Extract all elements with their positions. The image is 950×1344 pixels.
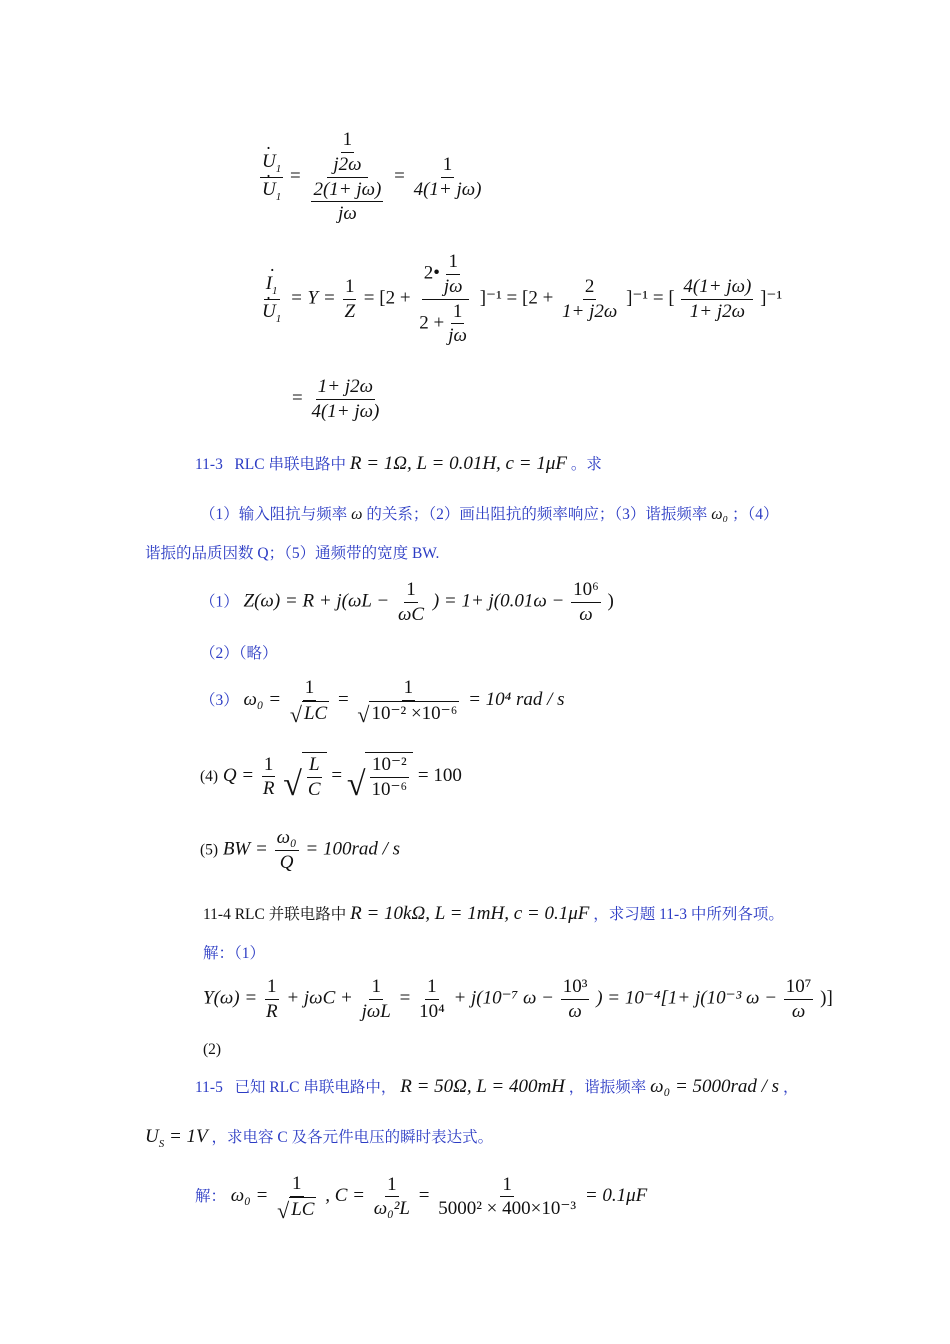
problem-11-4: 11-4 RLC 并联电路中 R = 10kΩ, L = 1mH, c = 0.1μF ，求习题 11-3 中所列各项。 [203, 903, 784, 924]
solution-11-4-part2: (2) [203, 1041, 222, 1058]
equation-admittance: · $I_1$ · $U_1$ = Y = $\frac{1}{Z}$ = [2 + 2• $\frac{1}{j\omega}$ 2 + $\frac{1}{j\omega}$ ]⁻¹ = [2 + $\frac{2}{1+ j2\omega}$ ]⁻¹ = [ $\frac{4(1+ j\omega)}{1+ j2\omega}$ ]⁻¹ [258, 250, 782, 348]
problem-11-5-line2: $U_S = 1V$ ，求电容 C 及各元件电压的瞬时表达式。 [145, 1126, 494, 1150]
solution-11-4-label: 解：（1） [203, 945, 266, 962]
lhs-fraction: · $U_1$ · $U_1$ [260, 150, 283, 205]
solution-11-4-admittance: Y(ω) = $\frac{1}{R}$ + jωC + $\frac{1}{\text{jωL}}$ = $\frac{1}{\text{10⁴}}$ + j(10⁻⁷ ω − $\frac{\text{10³}}{\omega}$ ) = 10⁻⁴[1+ j(10⁻³ ω − $\frac{\text{10⁷}}{\omega}$ )] [203, 976, 833, 1022]
compound-fraction: $\frac{\frac{1}{j2\omega}}{\frac{2(1+ j\omega)}{j\omega}}$ [313, 129, 382, 225]
solution-11-3-part2: （2）（略） [200, 645, 278, 662]
problem-11-5: 11-5 已知 RLC 串联电路中， R = 50Ω, L = 400mH ，谐振频率 ω₀ = 5000rad / s ， [195, 1076, 799, 1097]
equation-voltage-ratio: · $U_1$ · $U_1$ = $\frac{\frac{1}{j2\omega}}{\frac{2(1+ j\omega)}{j\omega}}$ = $\frac{1}{4(1+ j\omega)}$ [258, 128, 486, 226]
solution-11-3-part5: (5) BW = $\frac{\text{ω₀}}{Q}$ = 100rad / s [200, 827, 401, 873]
rhs-fraction: $\frac{1}{4(1+ j\omega)}$ [413, 153, 482, 200]
problem-11-3: 11-3 RLC 串联电路中 R = 1Ω, L = 0.01H, c = 1μF 。求 [195, 453, 602, 474]
solution-11-3-part1: （1） Z(ω) = R + j(ωL − $\frac{1}{\omega C}$ ) = 1+ j(0.01ω − $\frac{\text{10⁶}}{\omega}$ ) [200, 579, 614, 625]
solution-11-3-part4: (4) Q = $\frac{1}{R}$ √ $\frac{L}{C}$ = √ $\frac{\text{10⁻²}}{\text{10⁻⁶}}$ = 100 [200, 753, 462, 803]
solution-11-3-part3: （3） ω₀ = 1 √ LC = 1 √ 10⁻² ×10⁻⁶ = 10⁴ rad / s [200, 677, 565, 727]
solution-11-5: 解： ω₀ = 1 √ LC , C = $\frac{1}{\text{ω₀²L}}$ = $\frac{1}{\text{5000² × 400×10⁻³}}$ = 0.1μF [195, 1173, 648, 1223]
equation-admittance-result: = $\frac{1+ j2\omega}{4(1+ j\omega)}$ [292, 376, 380, 422]
problem-11-3-questions-line2: 谐振的品质因数 Q；（5）通频带的宽度 BW. [145, 545, 440, 562]
problem-11-3-questions: （1）输入阻抗与频率 ω 的关系；（2）画出阻抗的频率响应；（3）谐振频率 ω₀ ；（4） [200, 506, 779, 523]
